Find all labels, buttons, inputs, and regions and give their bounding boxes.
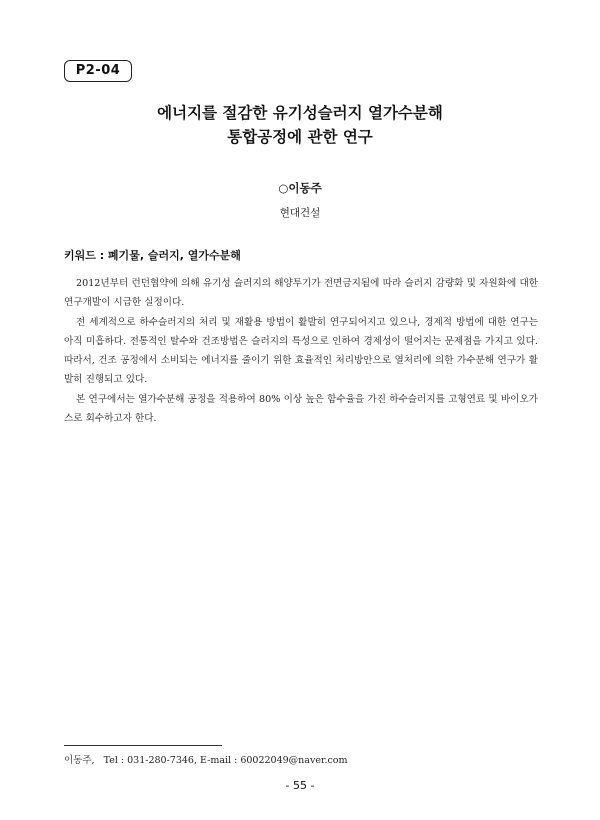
keywords: 키워드 : 폐기물, 슬러지, 열가수분해 [64,249,241,262]
abstract-body [64,274,538,428]
author-name: ○이동주 [278,181,322,195]
author-affiliation: 현대건설 [279,207,321,219]
paper-title-line2: 통합공정에 관한 연구 [227,128,373,146]
footnote-divider [64,745,222,746]
paragraph-1: 2012년부터 런던협약에 의해 유기성 슬러지의 해양투기가 전면금지됨에 따라 슬러지 감량화 및 자원화에 대한 연구개발이 시급한 실정이다. [64,278,538,309]
paragraph-3: 본 연구에서는 열가수분해 공정을 적용하여 80% 이상 높은 함수율을 가진 하수슬러지를 고형연료 및 바이오가스로 회수하고자 한다. [64,393,538,425]
footnote-contact: 이동주, Tel : 031-280-7346, E-mail : 60022049@naver.com [64,755,348,766]
session-badge: P2-04 [64,60,132,82]
paper-title-line1: 에너지를 절감한 유기성슬러지 열가수분해 [157,104,443,122]
paragraph-2: 전 세계적으로 하수슬러지의 처리 및 재활용 방법이 활발히 연구되어지고 있으나, 경제적 방법에 대한 연구는 아직 미흡하다. 전통적인 탈수와 건조방법은 슬러지의 특성으로 인하여 경제성이 떨어지는 문제점을 가지고 있다. 따라서, 건조 공정에서 소비되는 에너지를 줄이기 위한 효율적인 처리방안으로 열처리에 의한 가수분해 연구가 활발히 진행되고 있다. [64,316,538,386]
page-number: - 55 - [285,779,315,792]
